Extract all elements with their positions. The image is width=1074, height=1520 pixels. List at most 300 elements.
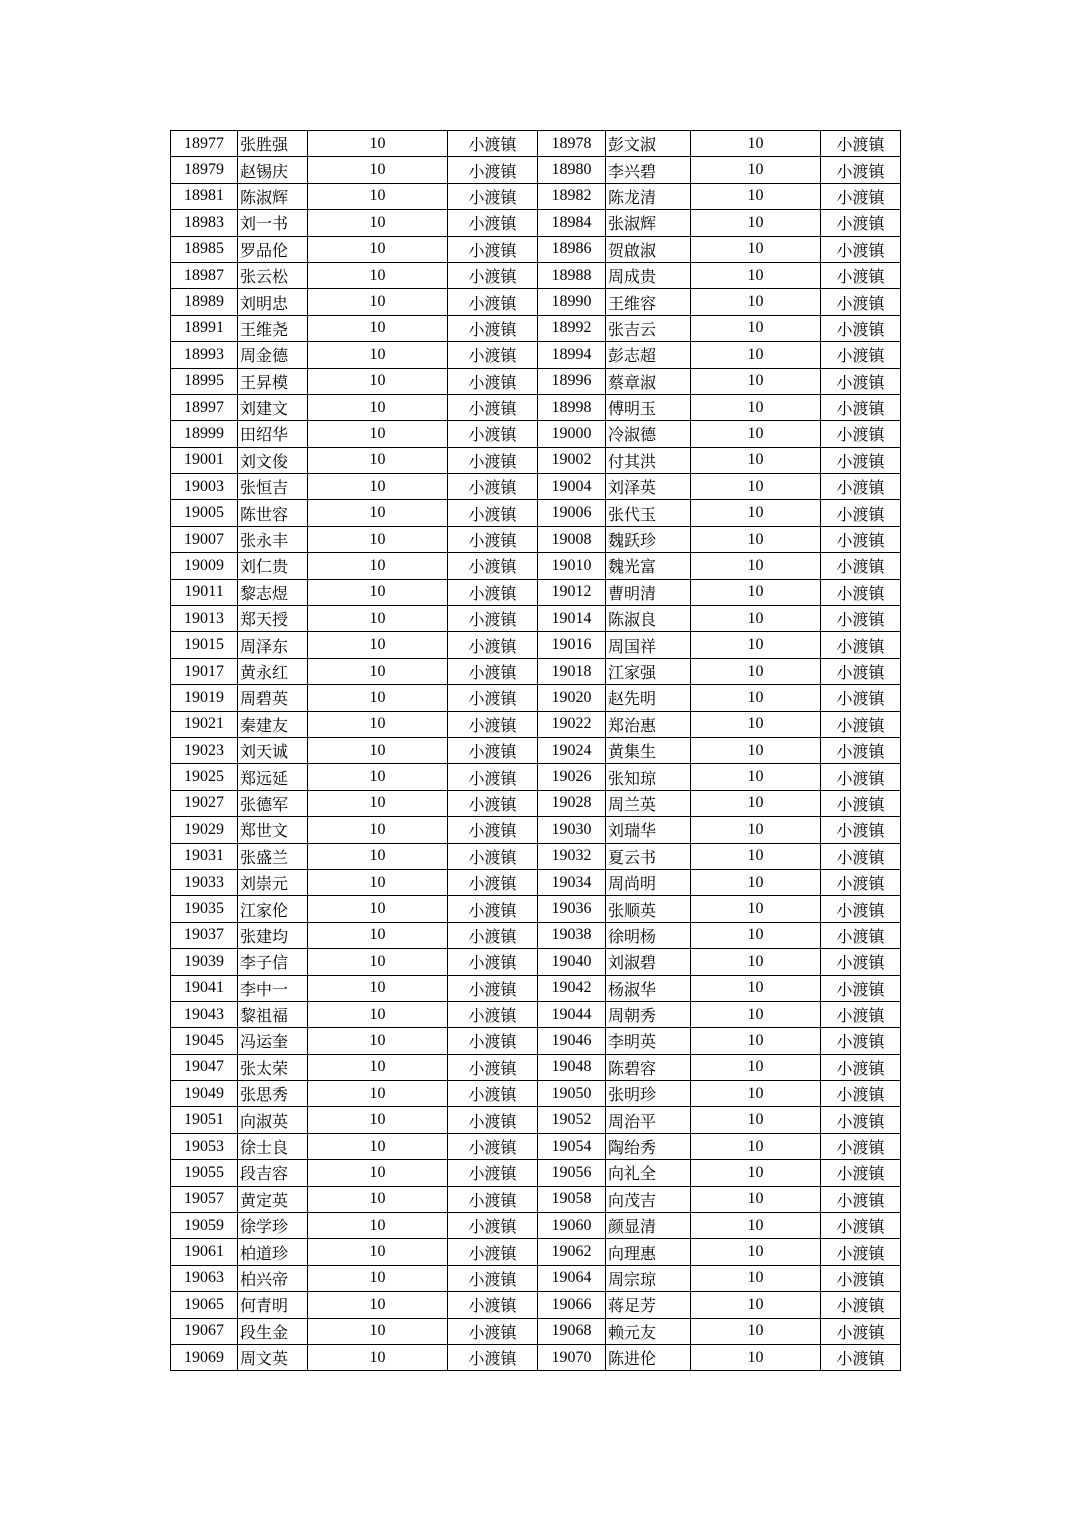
- name-cell: 张顺英: [606, 896, 691, 922]
- points-cell: 10: [691, 922, 821, 948]
- town-cell: 小渡镇: [448, 685, 538, 711]
- name-cell: 陶绐秀: [606, 1133, 691, 1159]
- points-cell: 10: [691, 1107, 821, 1133]
- id-cell: 19025: [171, 764, 238, 790]
- town-cell: 小渡镇: [448, 737, 538, 763]
- name-cell: 赖元友: [606, 1318, 691, 1344]
- id-cell: 19064: [538, 1265, 606, 1291]
- points-cell: 10: [691, 711, 821, 737]
- table-row: [171, 764, 901, 790]
- town-cell: 小渡镇: [821, 869, 901, 895]
- name-cell: 冷淑德: [606, 421, 691, 447]
- points-cell: 10: [691, 289, 821, 315]
- name-cell: 付其洪: [606, 447, 691, 473]
- points-cell: 10: [691, 606, 821, 632]
- table-row: [171, 632, 901, 658]
- table-row: [171, 1054, 901, 1080]
- id-cell: 19070: [538, 1344, 606, 1370]
- id-cell: 19056: [538, 1160, 606, 1186]
- name-cell: 张盛兰: [238, 843, 308, 869]
- name-cell: 周尚明: [606, 869, 691, 895]
- id-cell: 19039: [171, 949, 238, 975]
- town-cell: 小渡镇: [821, 790, 901, 816]
- name-cell: 王维尧: [238, 315, 308, 341]
- town-cell: 小渡镇: [821, 606, 901, 632]
- town-cell: 小渡镇: [821, 711, 901, 737]
- name-cell: 张吉云: [606, 315, 691, 341]
- id-cell: 19011: [171, 579, 238, 605]
- table-row: [171, 711, 901, 737]
- id-cell: 19037: [171, 922, 238, 948]
- id-cell: 19006: [538, 500, 606, 526]
- id-cell: 19069: [171, 1344, 238, 1370]
- table-row: [171, 817, 901, 843]
- points-cell: 10: [691, 315, 821, 341]
- name-cell: 张建均: [238, 922, 308, 948]
- table-row: [171, 289, 901, 315]
- points-cell: 10: [691, 1265, 821, 1291]
- id-cell: 19045: [171, 1028, 238, 1054]
- town-cell: 小渡镇: [448, 843, 538, 869]
- town-cell: 小渡镇: [821, 1107, 901, 1133]
- points-cell: 10: [691, 1213, 821, 1239]
- name-cell: 郑世文: [238, 817, 308, 843]
- id-cell: 19008: [538, 526, 606, 552]
- points-cell: 10: [308, 606, 448, 632]
- town-cell: 小渡镇: [448, 949, 538, 975]
- id-cell: 19019: [171, 685, 238, 711]
- id-cell: 19038: [538, 922, 606, 948]
- id-cell: 18990: [538, 289, 606, 315]
- points-cell: 10: [691, 183, 821, 209]
- table-row: [171, 474, 901, 500]
- id-cell: 18988: [538, 262, 606, 288]
- id-cell: 18998: [538, 394, 606, 420]
- points-cell: 10: [308, 500, 448, 526]
- name-cell: 颜显清: [606, 1213, 691, 1239]
- table-row: [171, 447, 901, 473]
- points-cell: 10: [308, 447, 448, 473]
- name-cell: 周碧英: [238, 685, 308, 711]
- points-cell: 10: [691, 949, 821, 975]
- points-cell: 10: [691, 553, 821, 579]
- table-row: [171, 1213, 901, 1239]
- points-cell: 10: [308, 632, 448, 658]
- name-cell: 向茂吉: [606, 1186, 691, 1212]
- points-cell: 10: [691, 1133, 821, 1159]
- town-cell: 小渡镇: [448, 421, 538, 447]
- points-cell: 10: [308, 289, 448, 315]
- id-cell: 18992: [538, 315, 606, 341]
- id-cell: 18983: [171, 210, 238, 236]
- town-cell: 小渡镇: [821, 922, 901, 948]
- points-cell: 10: [308, 790, 448, 816]
- points-cell: 10: [691, 500, 821, 526]
- id-cell: 19031: [171, 843, 238, 869]
- id-cell: 19058: [538, 1186, 606, 1212]
- table-row: [171, 342, 901, 368]
- points-cell: 10: [308, 685, 448, 711]
- town-cell: 小渡镇: [821, 737, 901, 763]
- town-cell: 小渡镇: [821, 1265, 901, 1291]
- points-cell: 10: [691, 131, 821, 157]
- table-row: [171, 579, 901, 605]
- id-cell: 19062: [538, 1239, 606, 1265]
- name-cell: 彭文淑: [606, 131, 691, 157]
- id-cell: 19047: [171, 1054, 238, 1080]
- name-cell: 黄定英: [238, 1186, 308, 1212]
- town-cell: 小渡镇: [821, 447, 901, 473]
- id-cell: 19059: [171, 1213, 238, 1239]
- name-cell: 张代玉: [606, 500, 691, 526]
- name-cell: 蒋足芳: [606, 1292, 691, 1318]
- table-row: [171, 500, 901, 526]
- town-cell: 小渡镇: [821, 421, 901, 447]
- town-cell: 小渡镇: [821, 1160, 901, 1186]
- town-cell: 小渡镇: [448, 1344, 538, 1370]
- name-cell: 王维容: [606, 289, 691, 315]
- points-cell: 10: [691, 817, 821, 843]
- name-cell: 江家伦: [238, 896, 308, 922]
- points-cell: 10: [308, 1265, 448, 1291]
- town-cell: 小渡镇: [821, 553, 901, 579]
- town-cell: 小渡镇: [448, 526, 538, 552]
- table-row: [171, 315, 901, 341]
- town-cell: 小渡镇: [821, 1186, 901, 1212]
- id-cell: 19041: [171, 975, 238, 1001]
- id-cell: 19029: [171, 817, 238, 843]
- name-cell: 郑天授: [238, 606, 308, 632]
- table-row: [171, 157, 901, 183]
- town-cell: 小渡镇: [448, 131, 538, 157]
- table-row: [171, 1318, 901, 1344]
- town-cell: 小渡镇: [448, 394, 538, 420]
- points-cell: 10: [308, 157, 448, 183]
- points-cell: 10: [691, 262, 821, 288]
- points-cell: 10: [691, 1239, 821, 1265]
- points-cell: 10: [308, 421, 448, 447]
- id-cell: 18981: [171, 183, 238, 209]
- table-row: [171, 896, 901, 922]
- town-cell: 小渡镇: [448, 474, 538, 500]
- points-cell: 10: [691, 1318, 821, 1344]
- name-cell: 陈碧容: [606, 1054, 691, 1080]
- name-cell: 周国祥: [606, 632, 691, 658]
- name-cell: 张知琼: [606, 764, 691, 790]
- id-cell: 19049: [171, 1081, 238, 1107]
- name-cell: 向礼全: [606, 1160, 691, 1186]
- town-cell: 小渡镇: [448, 315, 538, 341]
- name-cell: 向理惠: [606, 1239, 691, 1265]
- id-cell: 19066: [538, 1292, 606, 1318]
- name-cell: 李子信: [238, 949, 308, 975]
- points-cell: 10: [308, 975, 448, 1001]
- table-row: [171, 368, 901, 394]
- points-cell: 10: [308, 1292, 448, 1318]
- table-row: [171, 843, 901, 869]
- id-cell: 19004: [538, 474, 606, 500]
- name-cell: 刘泽英: [606, 474, 691, 500]
- name-cell: 江家强: [606, 658, 691, 684]
- town-cell: 小渡镇: [448, 1318, 538, 1344]
- town-cell: 小渡镇: [448, 183, 538, 209]
- table-row: [171, 1186, 901, 1212]
- points-cell: 10: [308, 236, 448, 262]
- points-cell: 10: [308, 1028, 448, 1054]
- points-cell: 10: [691, 236, 821, 262]
- name-cell: 秦建友: [238, 711, 308, 737]
- town-cell: 小渡镇: [448, 1160, 538, 1186]
- points-cell: 10: [691, 896, 821, 922]
- town-cell: 小渡镇: [448, 764, 538, 790]
- name-cell: 周兰英: [606, 790, 691, 816]
- name-cell: 陈淑辉: [238, 183, 308, 209]
- name-cell: 黎志煜: [238, 579, 308, 605]
- points-cell: 10: [308, 1186, 448, 1212]
- table-row: [171, 262, 901, 288]
- town-cell: 小渡镇: [448, 790, 538, 816]
- id-cell: 19060: [538, 1213, 606, 1239]
- table-row: [171, 1081, 901, 1107]
- table-row: [171, 526, 901, 552]
- points-cell: 10: [308, 896, 448, 922]
- town-cell: 小渡镇: [821, 1081, 901, 1107]
- name-cell: 黄永红: [238, 658, 308, 684]
- town-cell: 小渡镇: [821, 368, 901, 394]
- points-cell: 10: [691, 1160, 821, 1186]
- name-cell: 周成贵: [606, 262, 691, 288]
- id-cell: 19014: [538, 606, 606, 632]
- id-cell: 19009: [171, 553, 238, 579]
- id-cell: 19036: [538, 896, 606, 922]
- name-cell: 陈进伦: [606, 1344, 691, 1370]
- town-cell: 小渡镇: [821, 685, 901, 711]
- town-cell: 小渡镇: [448, 579, 538, 605]
- points-cell: 10: [691, 394, 821, 420]
- town-cell: 小渡镇: [821, 157, 901, 183]
- id-cell: 19035: [171, 896, 238, 922]
- points-cell: 10: [308, 368, 448, 394]
- points-cell: 10: [308, 1001, 448, 1027]
- town-cell: 小渡镇: [821, 500, 901, 526]
- town-cell: 小渡镇: [821, 1001, 901, 1027]
- points-cell: 10: [691, 342, 821, 368]
- town-cell: 小渡镇: [821, 949, 901, 975]
- name-cell: 陈世容: [238, 500, 308, 526]
- town-cell: 小渡镇: [448, 658, 538, 684]
- points-cell: 10: [308, 922, 448, 948]
- table-row: [171, 183, 901, 209]
- points-cell: 10: [308, 394, 448, 420]
- points-cell: 10: [691, 447, 821, 473]
- town-cell: 小渡镇: [821, 1028, 901, 1054]
- name-cell: 赵锡庆: [238, 157, 308, 183]
- id-cell: 18985: [171, 236, 238, 262]
- id-cell: 18984: [538, 210, 606, 236]
- name-cell: 张太荣: [238, 1054, 308, 1080]
- table-row: [171, 1265, 901, 1291]
- town-cell: 小渡镇: [448, 1186, 538, 1212]
- points-cell: 10: [308, 1344, 448, 1370]
- town-cell: 小渡镇: [448, 553, 538, 579]
- points-cell: 10: [691, 1028, 821, 1054]
- id-cell: 19068: [538, 1318, 606, 1344]
- id-cell: 19050: [538, 1081, 606, 1107]
- town-cell: 小渡镇: [821, 817, 901, 843]
- points-cell: 10: [691, 1186, 821, 1212]
- name-cell: 刘天诚: [238, 737, 308, 763]
- points-cell: 10: [308, 526, 448, 552]
- table-row: [171, 1001, 901, 1027]
- id-cell: 19021: [171, 711, 238, 737]
- town-cell: 小渡镇: [821, 1239, 901, 1265]
- id-cell: 19067: [171, 1318, 238, 1344]
- table-row: [171, 737, 901, 763]
- name-cell: 郑远延: [238, 764, 308, 790]
- town-cell: 小渡镇: [448, 975, 538, 1001]
- points-cell: 10: [691, 869, 821, 895]
- name-cell: 徐学珍: [238, 1213, 308, 1239]
- id-cell: 18979: [171, 157, 238, 183]
- name-cell: 张恒吉: [238, 474, 308, 500]
- name-cell: 彭志超: [606, 342, 691, 368]
- id-cell: 19001: [171, 447, 238, 473]
- id-cell: 19063: [171, 1265, 238, 1291]
- town-cell: 小渡镇: [821, 1318, 901, 1344]
- id-cell: 19000: [538, 421, 606, 447]
- table-row: [171, 869, 901, 895]
- points-cell: 10: [308, 1160, 448, 1186]
- points-cell: 10: [308, 843, 448, 869]
- town-cell: 小渡镇: [821, 236, 901, 262]
- id-cell: 19065: [171, 1292, 238, 1318]
- name-cell: 周金德: [238, 342, 308, 368]
- town-cell: 小渡镇: [821, 1133, 901, 1159]
- points-cell: 10: [308, 949, 448, 975]
- id-cell: 18982: [538, 183, 606, 209]
- name-cell: 李中一: [238, 975, 308, 1001]
- id-cell: 18993: [171, 342, 238, 368]
- points-cell: 10: [308, 1213, 448, 1239]
- name-cell: 冯运奎: [238, 1028, 308, 1054]
- name-cell: 刘淑碧: [606, 949, 691, 975]
- town-cell: 小渡镇: [821, 210, 901, 236]
- town-cell: 小渡镇: [821, 1213, 901, 1239]
- name-cell: 蔡章淑: [606, 368, 691, 394]
- points-cell: 10: [308, 737, 448, 763]
- id-cell: 18996: [538, 368, 606, 394]
- id-cell: 19007: [171, 526, 238, 552]
- town-cell: 小渡镇: [448, 606, 538, 632]
- name-cell: 刘仁贵: [238, 553, 308, 579]
- id-cell: 19027: [171, 790, 238, 816]
- id-cell: 19024: [538, 737, 606, 763]
- town-cell: 小渡镇: [448, 236, 538, 262]
- name-cell: 黎祖福: [238, 1001, 308, 1027]
- points-cell: 10: [308, 869, 448, 895]
- town-cell: 小渡镇: [821, 896, 901, 922]
- id-cell: 19042: [538, 975, 606, 1001]
- id-cell: 19040: [538, 949, 606, 975]
- name-cell: 刘文俊: [238, 447, 308, 473]
- name-cell: 刘建文: [238, 394, 308, 420]
- name-cell: 段吉容: [238, 1160, 308, 1186]
- table-row: [171, 658, 901, 684]
- name-cell: 魏光富: [606, 553, 691, 579]
- points-cell: 10: [691, 632, 821, 658]
- points-cell: 10: [691, 210, 821, 236]
- points-cell: 10: [308, 658, 448, 684]
- name-cell: 张明珍: [606, 1081, 691, 1107]
- id-cell: 19015: [171, 632, 238, 658]
- points-cell: 10: [308, 579, 448, 605]
- table-row: [171, 553, 901, 579]
- name-cell: 黄集生: [606, 737, 691, 763]
- town-cell: 小渡镇: [821, 342, 901, 368]
- table-row: [171, 131, 901, 157]
- points-cell: 10: [691, 368, 821, 394]
- name-cell: 周宗琼: [606, 1265, 691, 1291]
- points-cell: 10: [691, 1054, 821, 1080]
- table-row: [171, 1028, 901, 1054]
- points-cell: 10: [691, 764, 821, 790]
- points-cell: 10: [308, 1133, 448, 1159]
- name-cell: 向淑英: [238, 1107, 308, 1133]
- id-cell: 18986: [538, 236, 606, 262]
- town-cell: 小渡镇: [448, 817, 538, 843]
- table-row: [171, 421, 901, 447]
- id-cell: 19002: [538, 447, 606, 473]
- town-cell: 小渡镇: [821, 183, 901, 209]
- id-cell: 18978: [538, 131, 606, 157]
- id-cell: 19053: [171, 1133, 238, 1159]
- town-cell: 小渡镇: [448, 922, 538, 948]
- name-cell: 段生金: [238, 1318, 308, 1344]
- points-cell: 10: [308, 315, 448, 341]
- name-cell: 罗品伦: [238, 236, 308, 262]
- id-cell: 19057: [171, 1186, 238, 1212]
- table-row: [171, 685, 901, 711]
- id-cell: 19023: [171, 737, 238, 763]
- town-cell: 小渡镇: [448, 342, 538, 368]
- points-cell: 10: [308, 764, 448, 790]
- name-cell: 周泽东: [238, 632, 308, 658]
- name-cell: 傅明玉: [606, 394, 691, 420]
- town-cell: 小渡镇: [821, 764, 901, 790]
- points-cell: 10: [308, 262, 448, 288]
- id-cell: 19005: [171, 500, 238, 526]
- town-cell: 小渡镇: [821, 632, 901, 658]
- points-cell: 10: [691, 1001, 821, 1027]
- town-cell: 小渡镇: [821, 579, 901, 605]
- id-cell: 19020: [538, 685, 606, 711]
- name-cell: 柏道珍: [238, 1239, 308, 1265]
- table-row: [171, 1107, 901, 1133]
- town-cell: 小渡镇: [448, 289, 538, 315]
- id-cell: 18980: [538, 157, 606, 183]
- town-cell: 小渡镇: [821, 1344, 901, 1370]
- name-cell: 杨淑华: [606, 975, 691, 1001]
- id-cell: 18995: [171, 368, 238, 394]
- id-cell: 19026: [538, 764, 606, 790]
- name-cell: 郑治惠: [606, 711, 691, 737]
- points-cell: 10: [691, 526, 821, 552]
- id-cell: 19051: [171, 1107, 238, 1133]
- town-cell: 小渡镇: [821, 394, 901, 420]
- id-cell: 19032: [538, 843, 606, 869]
- town-cell: 小渡镇: [448, 711, 538, 737]
- name-cell: 徐士良: [238, 1133, 308, 1159]
